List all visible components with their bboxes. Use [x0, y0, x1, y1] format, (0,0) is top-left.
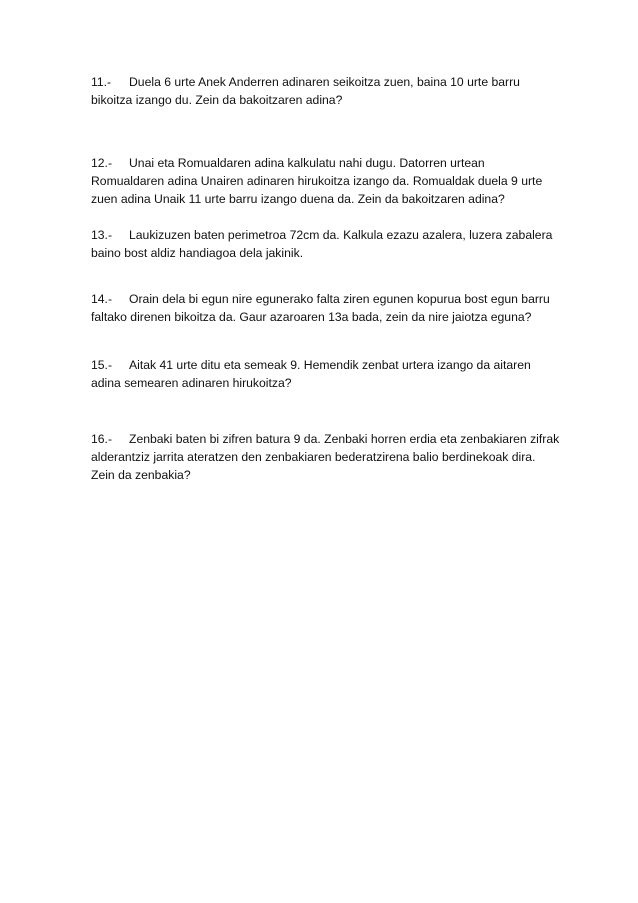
problem-text-line: zuen adina Unaik 11 urte barru izango duena da. Zein da bakoitzaren adina?	[91, 192, 505, 206]
problem-12	[91, 154, 561, 208]
problem-first-line	[91, 290, 561, 308]
problem-11	[91, 73, 561, 109]
problem-number: 12.-	[91, 156, 113, 170]
problem-number: 14.-	[91, 292, 113, 306]
problem-first-line	[91, 356, 561, 374]
problem-first-line	[91, 226, 561, 244]
problem-15	[91, 356, 561, 392]
problem-text: Laukizuzen baten perimetroa 72cm da. Kalkula ezazu azalera, luzera zabalera	[129, 228, 553, 242]
problem-first-line	[91, 430, 561, 448]
problem-text: Duela 6 urte Anek Anderren adinaren seikoitza zuen, baina 10 urte barru	[129, 75, 520, 89]
problem-number: 15.-	[91, 358, 113, 372]
problem-first-line	[91, 154, 561, 172]
problem-text: Zenbaki baten bi zifren batura 9 da. Zenbaki horren erdia eta zenbakiaren zifrak	[129, 432, 560, 446]
problem-number: 13.-	[91, 228, 113, 242]
problem-text-line: adina semearen adinaren hirukoitza?	[91, 376, 292, 390]
problem-text-line: Romualdaren adina Unairen adinaren hirukoitza izango da. Romualdak duela 9 urte	[91, 174, 543, 188]
problem-text-line: bikoitza izango du. Zein da bakoitzaren adina?	[91, 93, 343, 107]
problem-text: Unai eta Romualdaren adina kalkulatu nahi dugu. Datorren urtean	[129, 156, 485, 170]
problem-number: 11.-	[91, 75, 112, 89]
problem-text: Orain dela bi egun nire egunerako falta ziren egunen kopurua bost egun barru	[129, 292, 550, 306]
problem-text: Aitak 41 urte ditu eta semeak 9. Hemendik zenbat urtera izango da aitaren	[129, 358, 531, 372]
problem-text-line: Zein da zenbakia?	[91, 468, 191, 482]
problem-text-line: baino bost aldiz handiagoa dela jakinik.	[91, 246, 304, 260]
problem-13	[91, 226, 561, 262]
problem-text-line: alderantziz jarrita ateratzen den zenbakiaren bederatzirena balio berdinekoak dira.	[91, 450, 536, 464]
problem-text-line: faltako direnen bikoitza da. Gaur azaroaren 13a bada, zein da nire jaiotza eguna?	[91, 310, 532, 324]
problem-14	[91, 290, 561, 326]
problem-first-line	[91, 73, 561, 91]
problem-number: 16.-	[91, 432, 113, 446]
problem-16	[91, 430, 561, 484]
